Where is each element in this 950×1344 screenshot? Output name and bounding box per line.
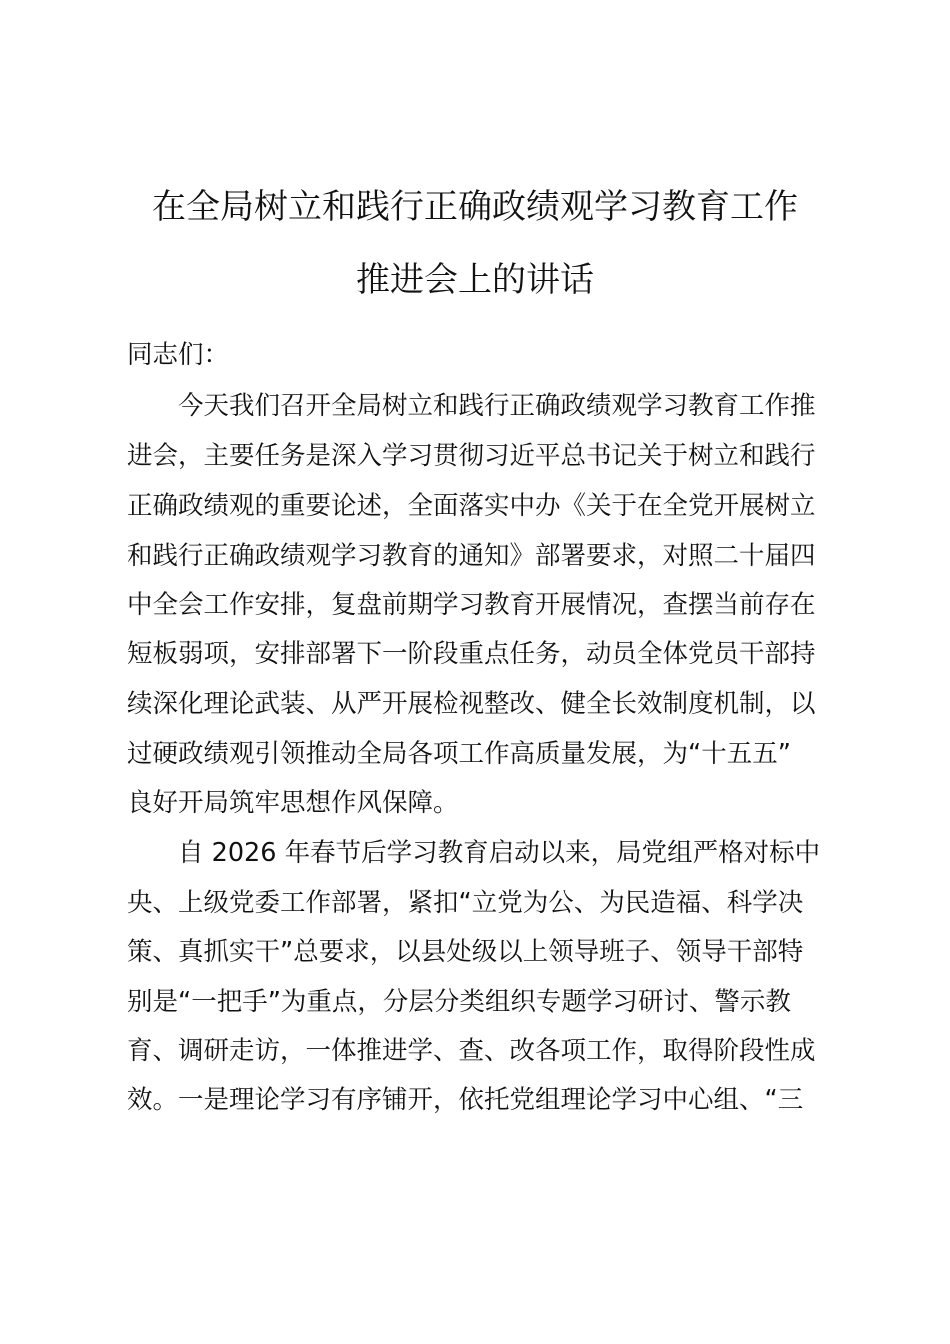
- paragraph-line: 中全会工作安排，复盘前期学习教育开展情况，查摆当前存在: [127, 590, 816, 620]
- document-title-line-2: 推进会上的讲话: [356, 260, 594, 300]
- paragraph-line: 育、调研走访，一体推进学、查、改各项工作，取得阶段性成: [127, 1036, 816, 1066]
- document-title-line-1: 在全局树立和践行正确政绩观学习教育工作: [152, 187, 798, 227]
- paragraph-line: 央、上级党委工作部署，紧扣“立党为公、为民造福、科学决: [127, 888, 804, 918]
- paragraph-line: 正确政绩观的重要论述，全面落实中办《关于在全党开展树立: [127, 491, 816, 521]
- salutation: 同志们：: [127, 340, 230, 370]
- paragraph-line: 续深化理论武装、从严开展检视整改、健全长效制度机制，以: [127, 689, 816, 719]
- paragraph-line: 过硬政绩观引领推动全局各项工作高质量发展，为“十五五”: [127, 739, 791, 769]
- paragraph-line: 良好开局筑牢思想作风保障。: [127, 788, 459, 818]
- paragraph-line: 进会，主要任务是深入学习贯彻习近平总书记关于树立和践行: [127, 441, 816, 471]
- paragraph-line: 策、真抓实干”总要求，以县处级以上领导班子、领导干部特: [127, 937, 804, 967]
- paragraph-line: 今天我们召开全局树立和践行正确政绩观学习教育工作推: [178, 391, 816, 421]
- paragraph-line: 和践行正确政绩观学习教育的通知》部署要求，对照二十届四: [127, 541, 816, 571]
- paragraph-line: 自 2026 年春节后学习教育启动以来，局党组严格对标中: [178, 838, 821, 868]
- paragraph-line: 效。一是理论学习有序铺开，依托党组理论学习中心组、“三: [127, 1085, 804, 1115]
- paragraph-line: 别是“一把手”为重点，分层分类组织专题学习研讨、警示教: [127, 987, 791, 1017]
- paragraph-line: 短板弱项，安排部署下一阶段重点任务，动员全体党员干部持: [127, 639, 816, 669]
